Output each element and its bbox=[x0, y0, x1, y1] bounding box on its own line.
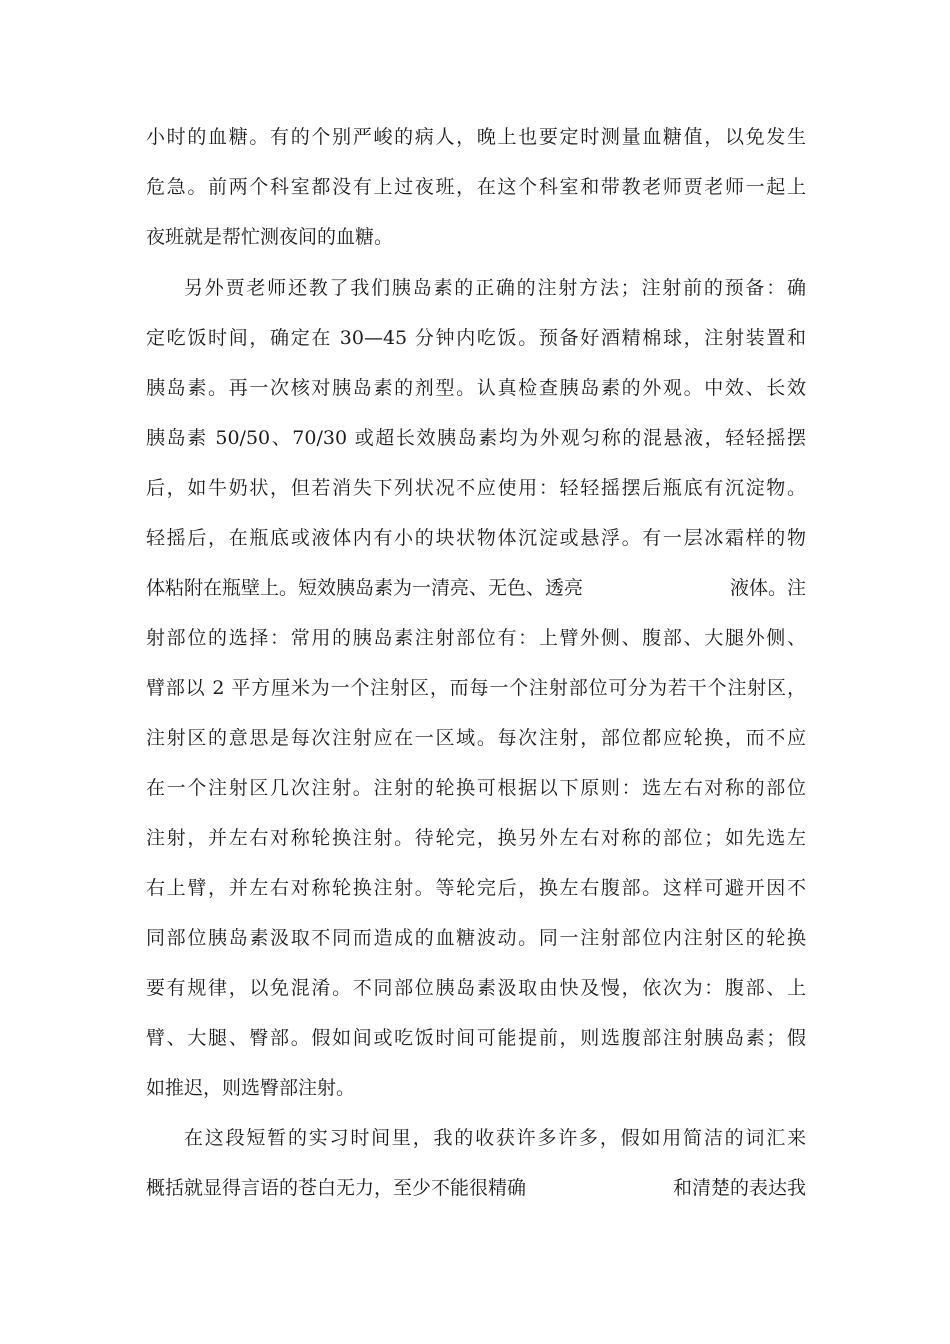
text-line: 注射，并左右对称轮换注射。待轮完，换另外左右对称的部位；如先选左 bbox=[146, 827, 806, 849]
text-line-left-part: 概括就显得言语的苍白无力，至少不能很精确 bbox=[146, 1177, 527, 1199]
text-line: 注射区的意思是每次注射应在一区域。每次注射，部位都应轮换，而不应 bbox=[146, 727, 806, 749]
text-line: 在一个注射区几次注射。注射的轮换可根据以下原则：选左右对称的部位 bbox=[146, 777, 806, 799]
text-line: 夜班就是帮忙测夜间的血糖。 bbox=[146, 226, 394, 248]
text-line: 射部位的选择：常用的胰岛素注射部位有：上臂外侧、腹部、大腿外侧、 bbox=[146, 627, 806, 649]
paragraph-first-line: 另外贾老师还教了我们胰岛素的正确的注射方法；注射前的预备：确 bbox=[184, 277, 806, 299]
text-line-right-part: 和清楚的表达我 bbox=[672, 1177, 806, 1199]
text-line: 轻摇后，在瓶底或液体内有小的块状物体沉淀或悬浮。有一层冰霜样的物 bbox=[146, 527, 806, 549]
text-line-left-part: 体粘附在瓶壁上。短效胰岛素为一清亮、无色、透亮 bbox=[146, 577, 584, 599]
text-line-right-part: 液体。注 bbox=[729, 577, 806, 599]
text-line: 臂部以 2 平方厘米为一个注射区，而每一个注射部位可分为若干个注射区， bbox=[146, 677, 806, 699]
paragraph-first-line: 在这段短暂的实习时间里，我的收获许多许多，假如用简洁的词汇来 bbox=[184, 1127, 806, 1149]
text-line: 胰岛素 50/50、70/30 或超长效胰岛素均为外观匀称的混悬液，轻轻摇摆 bbox=[146, 427, 806, 449]
text-line: 后，如牛奶状，但若消失下列状况不应使用：轻轻摇摆后瓶底有沉淀物。 bbox=[146, 477, 806, 499]
text-line: 要有规律，以免混淆。不同部位胰岛素汲取由快及慢，依次为：腹部、上 bbox=[146, 977, 806, 999]
text-line: 小时的血糖。有的个别严峻的病人，晚上也要定时测量血糖值，以免发生 bbox=[146, 126, 806, 148]
text-line: 臂、大腿、臀部。假如间或吃饭时间可能提前，则选腹部注射胰岛素；假 bbox=[146, 1027, 806, 1049]
text-line: 如推迟，则选臀部注射。 bbox=[146, 1077, 356, 1099]
text-line: 危急。前两个科室都没有上过夜班，在这个科室和带教老师贾老师一起上 bbox=[146, 176, 806, 198]
text-line: 同部位胰岛素汲取不同而造成的血糖波动。同一注射部位内注射区的轮换 bbox=[146, 927, 806, 949]
text-line: 右上臂，并左右对称轮换注射。等轮完后，换左右腹部。这样可避开因不 bbox=[146, 877, 806, 899]
text-line: 定吃饭时间，确定在 30—45 分钟内吃饭。预备好酒精棉球，注射装置和 bbox=[146, 327, 806, 349]
text-line: 胰岛素。再一次核对胰岛素的剂型。认真检查胰岛素的外观。中效、长效 bbox=[146, 377, 806, 399]
